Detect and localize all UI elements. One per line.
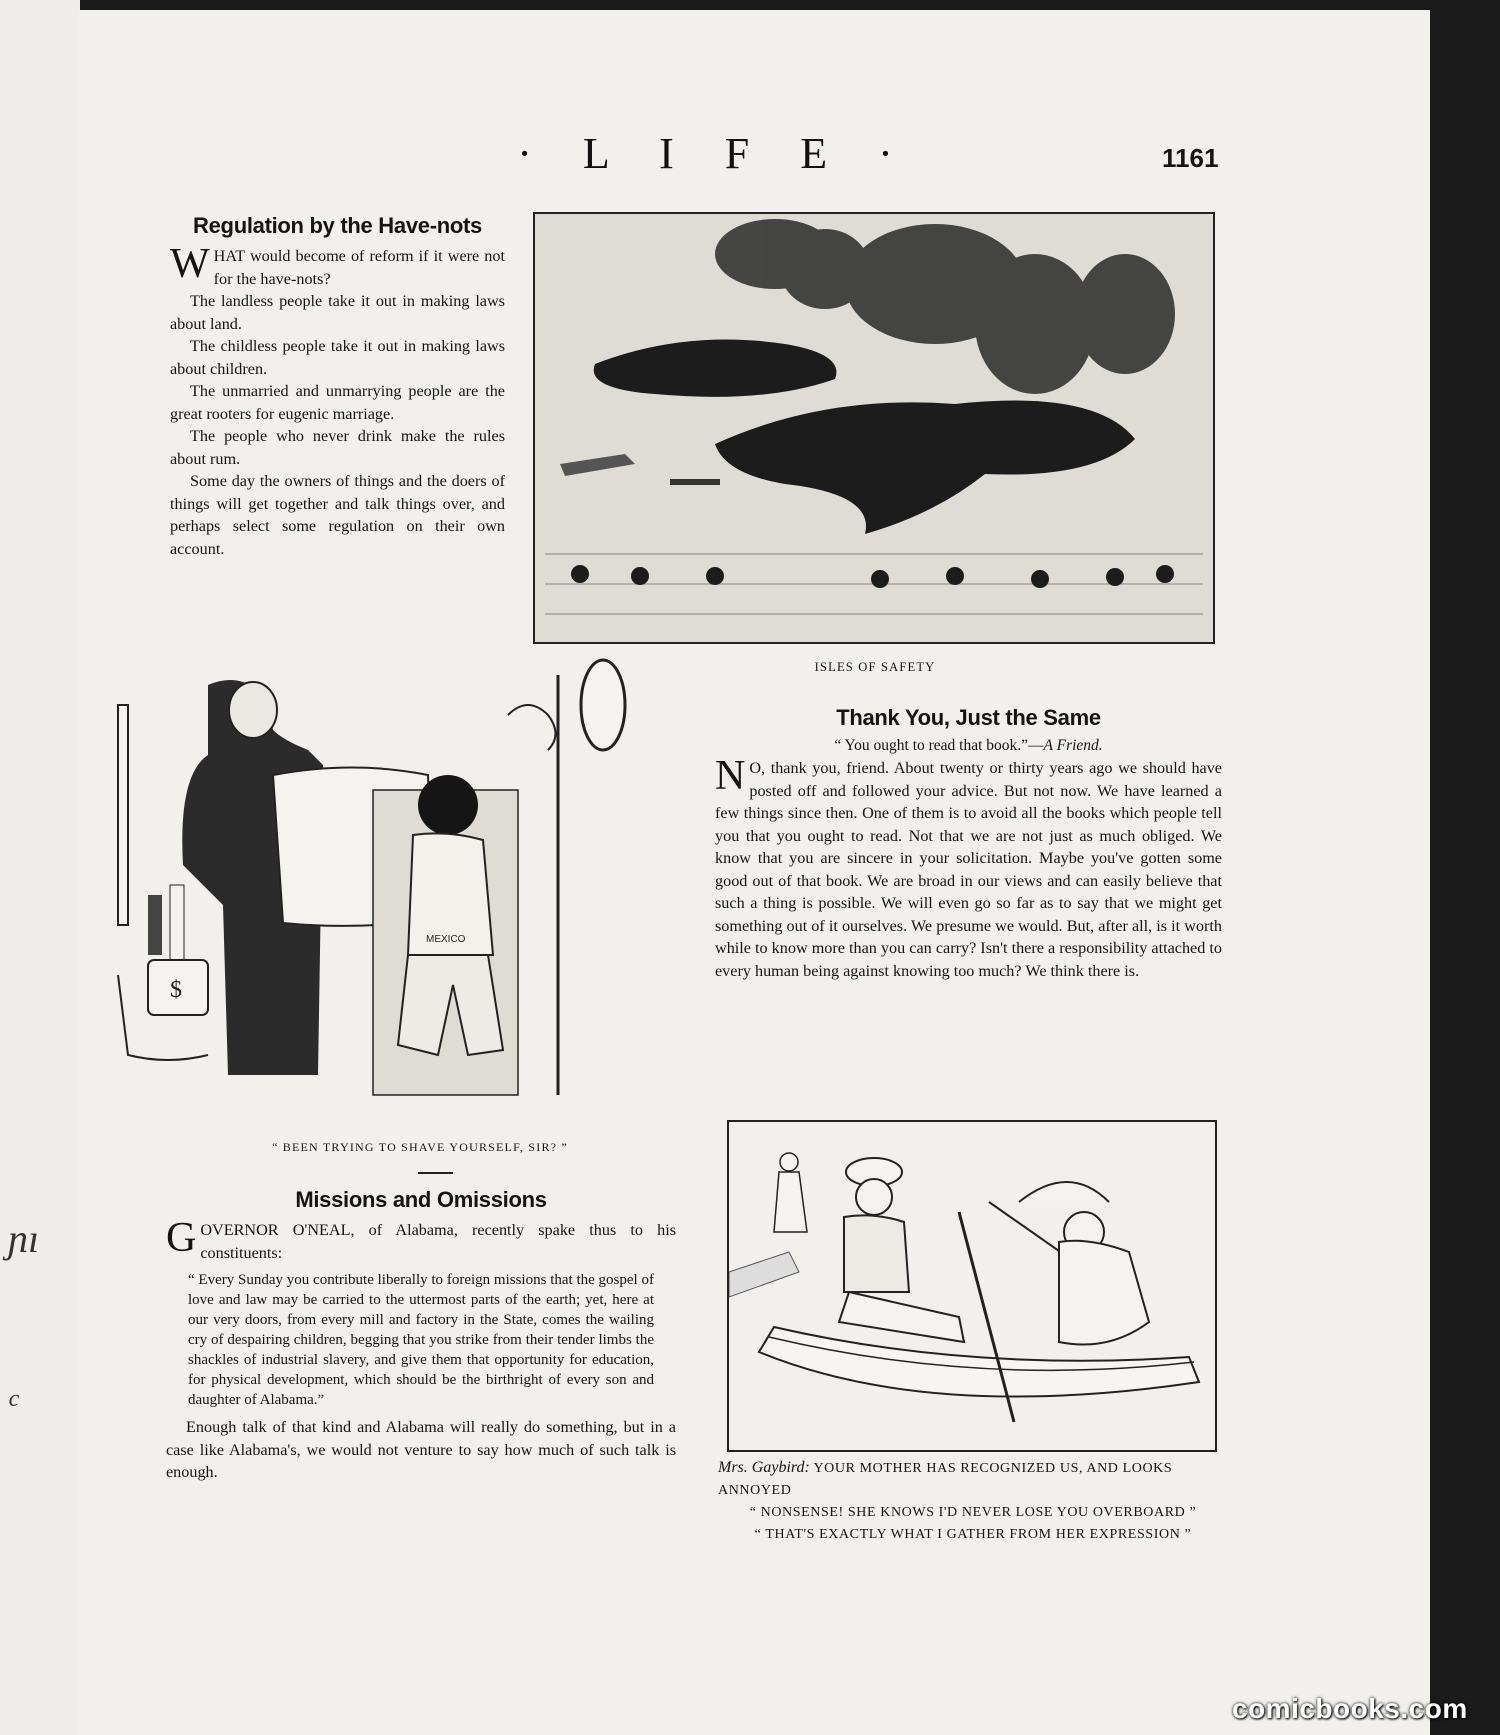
article-paragraph: Some day the owners of things and the doers of things will get together and talk things over, and perhaps select some regulation on their own account. [170,472,505,558]
article-paragraph: The landless people take it out in making laws about land. [170,292,505,333]
page-number: 1161 [1162,143,1219,173]
shave-illustration [108,655,668,1105]
article-thank-you [715,705,1222,982]
illustration-caption: ISLES OF SAFETY [814,660,936,674]
block-quote: “ Every Sunday you contribute liberally to foreign missions that the gospel of love and law may be carried to the uttermost parts of the earth; yet, here at our very doors, from every mill and factory in the State, comes the wailing cry of despairing children, begging that you strike from their tender limbs the shackles of industrial slavery, and give them that opportunity for education, for physical development, which should be the birthright of every son and daughter of Alabama.” [188,1272,654,1408]
epigraph-source: A Friend. [1043,737,1103,754]
article-paragraph: N O, thank you, friend. About twenty or thirty years ago we should have posted off and followed your advice. But not now. We have learned a few things since then. One of them is to avoid all the books which people tell you that you ought to read. Not that we are not just as much obliged. We know that you are sincere in your solicitation. Maybe you've gotten some good out of that book. We are broad in our views and can easily believe that such a thing is possible. We will even go so far as to say that we might get something out of it ourselves. We presume we would. But, after all, is it worth while to know more than you can carry? Isn't there a responsibility attached to every human being against knowing too much? We think there is. [715,753,1222,980]
epigraph: “ You ought to read that book.”—A Friend. [834,737,1103,754]
isles-of-safety-illustration [533,212,1215,644]
drop-cap: W [170,241,210,287]
drop-cap: G [166,1215,197,1261]
watermark: comicbooks.com [1232,1693,1468,1724]
article-paragraph: The people who never drink make the rules about rum. [170,427,505,468]
caption-speaker: Mrs. Gaybird: [718,1459,810,1476]
previous-page-edge [0,0,80,1735]
svg-text:$: $ [170,977,182,1003]
caption-line: YOUR MOTHER HAS RECOGNIZED US, AND LOOKS ANNOYED [718,1461,1173,1498]
illustration-caption: “ BEEN TRYING TO SHAVE YOURSELF, SIR? ” [272,1140,568,1154]
caption-line: “ THAT'S EXACTLY WHAT I GATHER FROM HER EXPRESSION ” [754,1527,1192,1542]
masthead-title: · L I F E · [517,129,913,178]
article-paragraph: WHAT would become of reform if it were not for the have-nots? [170,241,505,288]
article-paragraph: Enough talk of that kind and Alabama will really do something, but in a case like Alabama's, we would not venture to say how much of such talk is enough. [166,1418,676,1481]
canoe-illustration [727,1120,1217,1452]
article-regulation [170,213,505,560]
article-paragraph: GOVERNOR O'NEAL, of Alabama, recently spake thus to his constituents: [166,1215,676,1262]
article-paragraph: The unmarried and unmarrying people are the great rooters for eugenic marriage. [170,382,505,423]
article-heading: Thank You, Just the Same [836,705,1101,730]
article-paragraph: The childless people take it out in making laws about children. [170,337,505,378]
canoe-caption [718,1457,1228,1546]
figure-label: MEXICO [426,934,466,945]
article-heading: Regulation by the Have-nots [193,213,482,238]
caption-line: “ NONSENSE! SHE KNOWS I'D NEVER LOSE YOU OVERBOARD ” [749,1505,1197,1520]
drop-cap: N [715,753,746,799]
article-heading: Missions and Omissions [295,1187,547,1212]
margin-scribble: ᶜ [6,1381,17,1426]
article-missions [166,1187,676,1484]
section-divider [418,1172,453,1174]
margin-scribble: ɲı [8,1216,40,1261]
